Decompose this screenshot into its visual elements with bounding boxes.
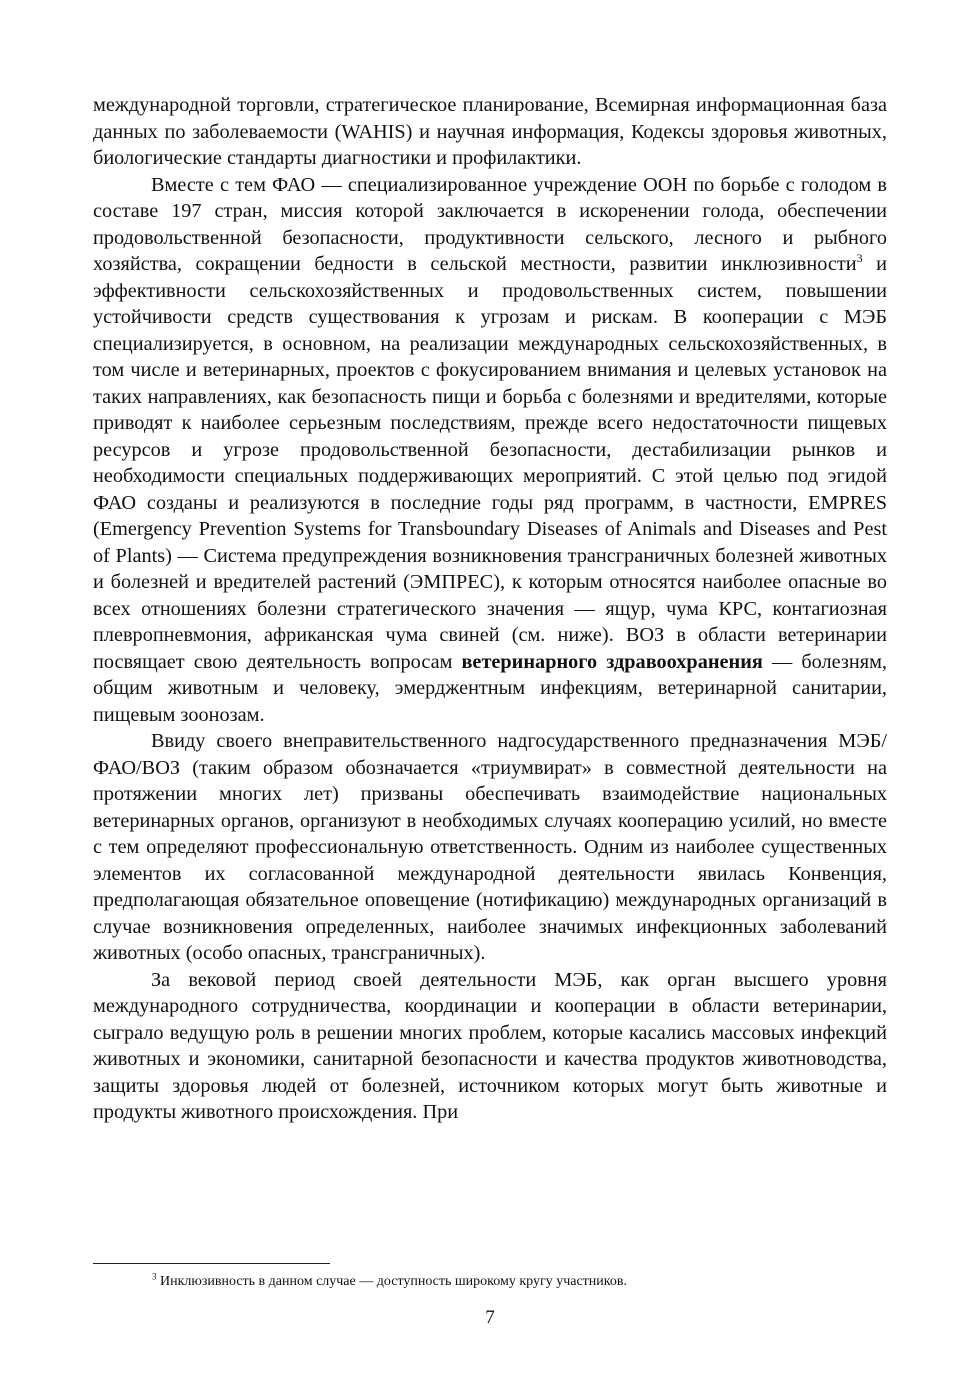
footnote-reference: 3 (856, 251, 863, 266)
paragraph-4: За вековой период своей деятельности МЭБ, как орган высшего уровня международного сотрудничества, координации и кооперации в области ветеринарии, сыграло ведущую роль в решении многих проблем, которые касались массовых инфекций животных и экономики, санитарной безопасности и качества продуктов животноводства, защиты здоровья людей от болезней, источником которых могут быть животные и продукты животного происхождения. При (93, 968, 887, 1123)
page-number: 7 (485, 1307, 495, 1328)
footnote-text: Инклюзивность в данном случае — доступность широкому кругу участников. (156, 1274, 627, 1289)
paragraph-2 (93, 172, 887, 729)
page-body (93, 92, 887, 1126)
footnote (152, 1273, 887, 1291)
bold-term: ветеринарного здравоохранения (461, 650, 763, 673)
paragraph-2-text-a: Вместе с тем ФАО — специализированное учреждение ООН по борьбе с голодом в составе 197 стран, миссия которой заключается в искоренении голода, обеспечении продовольственной безопасности, продуктивности сельского, лесного и рыбного хозяйства, сокращении бедности в сельской местности, развитии инклюзивности (93, 173, 887, 275)
paragraph-2-text-c: — болезням, общим животным и человеку, эмерджентным инфекциям, ветеринарной санитарии, пищевым зоонозам. (93, 650, 887, 726)
paragraph-2-text-b: и эффективности сельскохозяйственных и продовольственных систем, повышении устойчивости средств существования к угрозам и рискам. В кооперации с МЭБ специализируется, в основном, на реализации международных сельскохозяйственных, в том числе и ветеринарных, проектов с фокусированием внимания и целевых установок на таких направлениях, как безопасность пищи и борьба с болезнями и вредителями, которые приводят к наиболее серьезным последствиям, прежде всего недостаточности пищевых ресурсов и угрозе продовольственной безопасности, дестабилизации рынков и необходимости специальных поддерживающих мероприятий. С этой целью под эгидой ФАО созданы и реализуются в последние годы ряд программ, в частности, EMPRES (Emergency Prevention Systems for Transboundary Diseases of Animals and Diseases and Pest of Plants) — Система предупреждения возникновения трансграничных болезней животных и болезней и вредителей растений (ЭМПРЕС), к которым относятся наиболее опасные во всех отношениях болезни стратегического значения — ящур, чума КРС, контагиозная плевропневмония, африканская чума свиней (см. ниже). ВОЗ в области ветеринарии посвящает свою деятельность вопросам (93, 253, 887, 673)
paragraph-3: Ввиду своего внеправительственного надгосударственного предназначения МЭБ/ФАО/ВОЗ (таким образом обозначается «триумвират» в совместной деятельности на протяжении многих лет) призваны обеспечивать взаимодействие национальных ветеринарных органов, организуют в необходимых случаях кооперацию усилий, но вместе с тем определяют профессиональную ответственность. Одним из наиболее существенных элементов их согласованной международной деятельности явилась Конвенция, предполагающая обязательное оповещение (нотификацию) международных организаций в случае возникновения определенных, наиболее значимых инфекционных заболеваний животных (особо опасных, трансграничных). (93, 730, 887, 964)
footnote-marker: 3 (152, 1271, 157, 1282)
footnote-divider (93, 1263, 330, 1264)
paragraph-1: международной торговли, стратегическое планирование, Всемирная информационная база данных по заболеваемости (WAHIS) и научная информация, Кодексы здоровья животных, биологические стандарты диагностики и профилактики. (93, 94, 887, 169)
